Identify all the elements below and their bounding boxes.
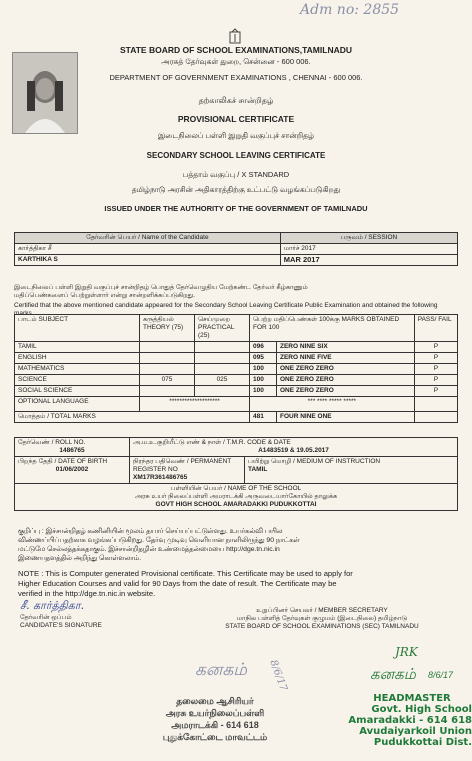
session-label: பருவம் / SESSION [280,233,457,244]
marks-row [15,375,458,386]
row-result: P [414,364,457,375]
tamil-school-stamp [150,695,280,743]
stamp-right-line: Amaradakki - 614 618 [348,715,472,726]
stamp-left-line: அரசு உயர்நிலைப்பள்ளி [165,708,265,718]
provisional-title-en: PROVISIONAL CERTIFICATE [177,114,295,124]
row-subject: ENGLISH [15,353,140,364]
english-note-line: Higher Education Courses and valid for 90 Days from the date of result. The Certificate may be [18,579,337,588]
school-label: பள்ளியின் பெயர் / NAME OF THE SCHOOL [170,485,302,492]
marks-row [15,342,458,353]
col-subject: பாடம் SUBJECT [15,315,140,342]
optional-obtained: *** **** ***** ***** [250,397,415,412]
candidate-signature-block [20,614,102,630]
row-marks: 095 [250,353,277,364]
row-practical: 025 [195,375,250,386]
certified-ta-1: இடைநிலைப் பள்ளி இறுதி வகுப்புச் சான்றிதழ் பொதுத் தேர்வெழுதிய மேற்கண்ட தேர்வர் கீழ்காணும் [14,284,308,291]
tamil-note-line: குறிப்பு : இச்சான்றிதழ் கணினியின் மூலம் தயார் செய்யப்பட்டுள்ளது. உயர்கல்வி பயில [18,528,283,535]
row-result: P [414,375,457,386]
school-cell [15,484,458,511]
row-marks-words: ZERO NINE FIVE [277,353,415,364]
member-secretary-block [172,607,472,631]
dob-value: 01/06/2002 [55,466,89,473]
permreg-label: நிரந்தர பதிவெண் / PERMANENT REGISTER NO [133,458,232,473]
sslc-title-en: SECONDARY SCHOOL LEAVING CERTIFICATE [146,151,326,160]
stamp-left-line: அமராடக்கி - 614 618 [171,720,259,730]
headmaster-signature-left: கனகம் [195,660,247,680]
candidate-table [14,232,458,266]
admission-number: Adm no: 2855 [300,2,400,18]
total-marks: 481 [250,412,277,423]
tamil-note-line: இணையதளத்தில் அறிந்து கொள்ளலாம். [18,555,142,562]
english-note-line: verified in the http://dge.tn.nic.in website. [18,589,156,598]
candidate-name-en: KARTHIKA S [15,255,281,266]
col-practical: செய்முறை PRACTICAL (25) [195,315,250,342]
medium-value: TAMIL [248,466,268,473]
school-name-en: GOVT HIGH SCHOOL AMARADAKKI PUDUKKOTTAI [155,501,317,508]
english-note [18,569,466,599]
headmaster-stamp [322,693,472,748]
row-theory [140,342,195,353]
candidate-name-ta: கார்த்திகா சீ [15,244,281,255]
school-name-ta: அரசு உயர் நிலைப்பள்ளி அமராடக்கி அருவடையார்கோயில் தாலுக்க [134,493,338,500]
roll-cell [15,438,130,457]
marks-table [14,314,458,423]
provisional-title-ta: தற்காலிகச் சான்றிதழ் [198,96,274,105]
total-row [15,412,458,423]
col-obtained: பெற்ற மதிப்பெண்கள் 100க்கு MARKS OBTAINED FOR 100 [250,315,415,342]
dob-cell [15,457,130,484]
row-result: P [414,386,457,397]
member-secretary-label: உறுப்பினர் செயலர் / MEMBER SECRETARY [256,607,388,614]
english-note-line: NOTE : This is Computer generated Provisional certificate. This Certificate may be used to apply for [18,569,353,578]
department-title: DEPARTMENT OF GOVERNMENT EXAMINATIONS , CHENNAI - 600 006. [109,73,363,82]
col-passfail: PASS/ FAIL [414,315,457,342]
board-title-en: STATE BOARD OF SCHOOL EXAMINATIONS,TAMILNADU [119,45,352,55]
stamp-right-line: Pudukkottai Dist. [373,737,472,748]
signature-date-left: 8/6/17 [267,658,289,693]
row-theory [140,386,195,397]
session-en: MAR 2017 [280,255,457,266]
session-ta: மார்ச் 2017 [280,244,457,255]
roll-label: தேர்வெண் / ROLL NO. [18,439,86,446]
row-marks: 100 [250,386,277,397]
row-marks-words: ZERO NINE SIX [277,342,415,353]
green-signature-date: 8/6/17 [428,670,454,680]
green-initials: JRK [395,645,418,659]
row-result: P [414,353,457,364]
row-marks: 100 [250,364,277,375]
permreg-value: XM17R361486765 [133,474,188,481]
row-subject: SCIENCE [15,375,140,386]
row-marks-words: ONE ZERO ZERO [277,386,415,397]
tamil-note [18,527,458,563]
green-signature: கனகம் [370,665,416,683]
authority-en: ISSUED UNDER THE AUTHORITY OF THE GOVERNMENT OF TAMILNADU [104,204,368,213]
tmr-value: A1483519 & 19.05.2017 [258,447,329,454]
candidate-signature-ta: தேர்வரின் ஒப்பம் [20,614,72,621]
permreg-cell [130,457,245,484]
certified-text [14,284,458,318]
stamp-right-line: Govt. High School [371,704,472,715]
stamp-right-line: HEADMASTER [373,693,451,704]
row-result: P [414,342,457,353]
certified-en: Certified that the above mentioned candidate appeared for the Secondary School Leaving Certificate Public Examination and obtained the following marks. [14,302,438,317]
row-theory [140,353,195,364]
row-subject: MATHEMATICS [15,364,140,375]
authority-ta: தமிழ்நாடு அரசின் அதிகாரத்திற்கு உட்பட்டு வழங்கப்படுகிறது [131,185,341,194]
board-title-ta: அரசுத் தேர்வுகள் துறை, சென்னை - 600 006. [161,57,311,66]
tmr-label: அ.ம.உ.குறியீட்டு எண் & நாள் / T.M.R. CODE & DATE [133,439,291,446]
row-marks: 100 [250,375,277,386]
marks-row [15,353,458,364]
member-secretary-board-ta: மாநில பள்ளித் தேர்வுகள் குழுமம் (இடைநிலை) தமிழ்நாடு [236,615,408,622]
row-practical [195,342,250,353]
stamp-right-line: Avudaiyarkoil Union [359,726,472,737]
medium-label: பயிற்று மொழி / MEDIUM OF INSTRUCTION [248,458,381,465]
optional-language-row [15,397,458,412]
optional-label: OPTIONAL LANGUAGE [15,397,140,412]
tamil-note-line: விண்ணப்பிப்பதற்காக வழங்கப்படுகிறது. தேர்வு முடிவு வெளியான நாளிலிருந்து 90 நாட்கள் [18,537,300,544]
sslc-title-ta: இடைநிலைப் பள்ளி இறுதி வகுப்புச் சான்றிதழ் [158,131,314,140]
row-marks-words: ONE ZERO ZERO [277,375,415,386]
standard-label: பத்தாம் வகுப்பு / X STANDARD [182,170,290,179]
total-label: மொத்தம் / TOTAL MARKS [15,412,250,423]
candidate-signature-en: CANDIDATE'S SIGNATURE [20,622,102,629]
medium-cell [245,457,458,484]
row-practical [195,364,250,375]
roll-value: 1486765 [59,447,85,454]
name-label: தேர்வரின் பெயர் / Name of the Candidate [15,233,281,244]
row-theory: 075 [140,375,195,386]
optional-stars: ******************** [140,397,250,412]
row-subject: SOCIAL SCIENCE [15,386,140,397]
candidate-handwritten-signature: சீ. கார்த்திகா. [20,599,85,612]
certified-ta-2: மதிப்பெண்களைப் பெற்றுள்ளார் என்று சான்றளிக்கப்படுகிறது. [14,292,195,299]
marks-row [15,386,458,397]
tmr-cell [130,438,458,457]
stamp-left-line: தலைமை ஆசிரியர் [176,696,254,706]
stamp-left-line: புதுக்கோட்டை மாவட்டம் [162,732,268,742]
row-marks-words: ONE ZERO ZERO [277,364,415,375]
member-secretary-board-en: STATE BOARD OF SCHOOL EXAMINATIONS (SEC) TAMILNADU [225,623,419,630]
row-practical [195,353,250,364]
total-words: FOUR NINE ONE [277,412,415,423]
col-theory: கருத்தியல் THEORY (75) [140,315,195,342]
row-marks: 096 [250,342,277,353]
row-subject: TAMIL [15,342,140,353]
row-practical [195,386,250,397]
marks-row [15,364,458,375]
dob-label: பிறந்த தேதி / DATE OF BIRTH [18,458,108,465]
tamil-note-line: மட்டுமே செல்லத்தக்கதாகும். இச்சான்றிதழின் உண்மைத்தன்மையை http://dge.tn.nic.in [18,546,280,553]
row-theory [140,364,195,375]
details-table [14,437,458,511]
